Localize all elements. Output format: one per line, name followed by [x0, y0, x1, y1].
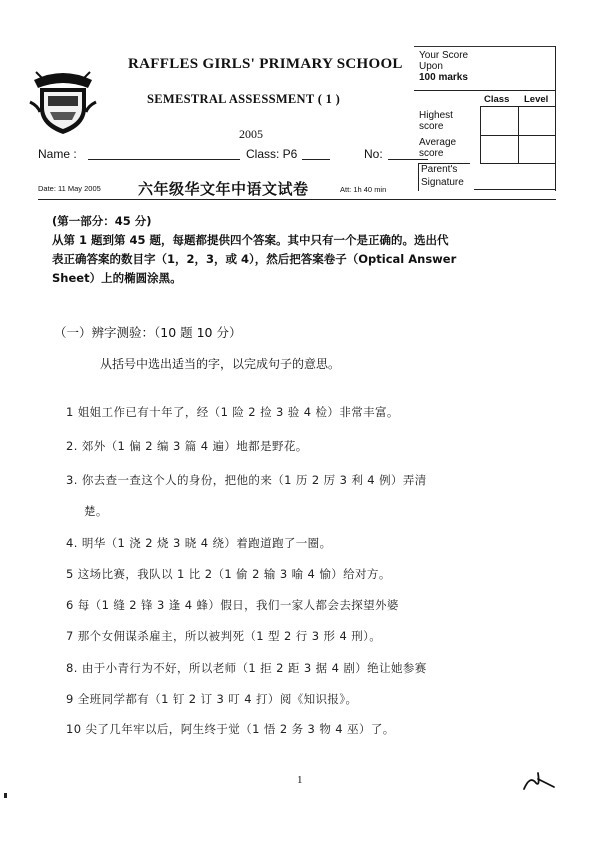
class-label: Class: P6 — [246, 147, 298, 161]
question-3-continued: 楚。 — [84, 504, 108, 518]
school-crest-logo — [28, 62, 98, 136]
school-name: RAFFLES GIRLS' PRIMARY SCHOOL — [128, 56, 403, 72]
page-number: 1 — [297, 774, 303, 786]
time-allowed: Att: 1h 40 min — [340, 185, 387, 194]
question-1: 1 姐姐工作已有十年了，经（1 险 2 捡 3 验 4 检）非常丰富。 — [66, 405, 399, 419]
highest-score-label-2: score — [419, 121, 444, 132]
your-score-upon: Upon — [419, 61, 443, 72]
paper-title: 六年级华文年中语文试卷 — [138, 180, 309, 198]
header-divider — [38, 199, 556, 200]
your-score-marks: 100 marks — [419, 72, 468, 83]
question-8: 8. 由于小青行为不好，所以老师（1 拒 2 距 3 据 4 剧）绝让她参赛 — [66, 661, 427, 675]
your-score-label: Your Score — [419, 50, 469, 61]
name-field[interactable] — [88, 147, 240, 160]
handwritten-mark-icon — [520, 765, 560, 795]
class-column-label: Class — [484, 94, 510, 105]
level-column-label: Level — [524, 94, 549, 105]
date-title-row — [38, 178, 558, 202]
question-3: 3. 你去查一查这个人的身份，把他的来（1 历 2 厉 3 利 4 例）弄清 — [66, 473, 427, 487]
question-5: 5 这场比赛，我队以 1 比 2（1 偷 2 输 3 喻 4 愉）给对方。 — [66, 567, 391, 581]
question-6: 6 每（1 缝 2 锋 3 逢 4 蜂）假日，我们一家人都会去探望外婆 — [66, 598, 399, 612]
instructions-block — [52, 231, 538, 288]
scan-speck — [4, 793, 7, 798]
question-7: 7 那个女佣谋杀雇主，所以被判死（1 型 2 行 3 形 4 刑）。 — [66, 629, 382, 643]
instruction-line: 从第 1 题到第 45 题，每题都提供四个答案。其中只有一个是正确的。选出代 — [52, 233, 449, 247]
question-10: 10 尖了几年牢以后，阿生终于觉（1 悟 2 务 3 物 4 巫）了。 — [66, 722, 395, 736]
parent-signature-label: Signature — [421, 177, 464, 188]
no-label: No: — [364, 147, 383, 161]
exam-date: Date: 11 May 2005 — [38, 184, 101, 193]
question-9: 9 全班同学都有（1 钉 2 订 3 叮 4 打）阅《知识报》。 — [66, 692, 358, 706]
score-box — [414, 46, 556, 191]
average-score-label: Average — [419, 137, 457, 148]
question-4: 4. 明华（1 浇 2 烧 3 晓 4 绕）着跑道跑了一圈。 — [66, 536, 332, 550]
section-instruction: 从括号中选出适当的字，以完成句子的意思。 — [100, 357, 341, 371]
parent-label: Parent's — [421, 164, 458, 175]
name-label: Name : — [38, 147, 77, 161]
question-2: 2. 郊外（1 偏 2 编 3 篇 4 遍）地都是野花。 — [66, 439, 308, 453]
instruction-line: 表正确答案的数目字（1，2，3，或 4），然后把答案卷子（Optical Answer — [52, 252, 457, 266]
class-field[interactable] — [302, 147, 330, 160]
exam-year: 2005 — [239, 127, 263, 141]
part-heading: (第一部分：45 分) — [52, 214, 152, 228]
average-score-label-2: score — [419, 148, 444, 159]
highest-score-label: Highest — [419, 110, 453, 121]
instruction-line: Sheet）上的椭圆涂黑。 — [52, 271, 182, 285]
assessment-title: SEMESTRAL ASSESSMENT ( 1 ) — [147, 92, 341, 106]
section-heading: （一）辨字测验：（10 题 10 分） — [54, 325, 242, 340]
